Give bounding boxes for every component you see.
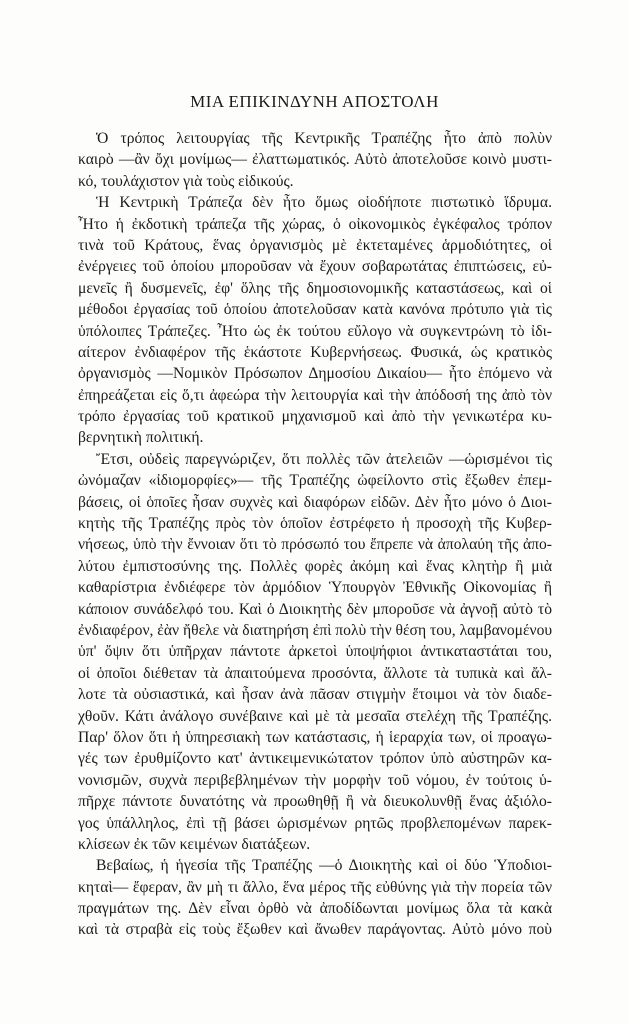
- text-line: νήσεως, ὑπὸ τὴν ἔννοιαν ὅτι τὸ πρόσωπό του ἔπρεπε νὰ ἀπολαύη τῆς ἀπο-: [78, 536, 552, 554]
- text-line: ὑπόλοιπες Τράπεζες. Ἦτο ὡς ἐκ τούτου εὔλογο νὰ συγκεντρώνη τὸ ἰδι-: [78, 322, 552, 340]
- text-line: κηταὶ— ἔφεραν, ἂν μὴ τι ἄλλο, ἕνα μέρος τῆς εὐθύνης γιὰ τὴν πορεία τῶν: [78, 878, 552, 896]
- text-line: νονισμῶν, συχνὰ περιβεβλημένων τὴν μορφὴν τοῦ νόμου, ἐν τούτοις ὑ-: [78, 771, 552, 789]
- text-line: ἐνέργειες τοῦ ὁποίου μποροῦσαν νὰ ἔχουν σοβαρωτάτας ἐπιπτώσεις, εὐ-: [78, 258, 552, 276]
- paragraph-4: [78, 855, 552, 941]
- text-line: χθοῦν. Κάτι ἀνάλογο συνέβαινε καὶ μὲ τὰ μεσαῖα στελέχη τῆς Τραπέζης.: [78, 707, 552, 725]
- text-line: αίτερον ἐνδιαφέρον τῆς ἑκάστοτε Κυβερνήσεως. Φυσικά, ὡς κρατικὸς: [78, 343, 552, 361]
- text-line: Ἦτο ἡ ἐκδοτικὴ τράπεζα τῆς χώρας, ὁ οἰκονομικὸς ἐγκέφαλος τρόπον: [78, 215, 552, 233]
- text-line: κητὴς τῆς Τραπέζης πρὸς τὸν ὁποῖον ἐστρέφετο ἡ προσοχὴ τῆς Κυβερ-: [78, 515, 552, 533]
- text-line: Ἡ Κεντρικὴ Τράπεζα δὲν ἦτο ὅμως οἱοδήποτε πιστωτικὸ ἵδρυμα.: [96, 194, 552, 212]
- body-text: [78, 128, 552, 941]
- text-line: Ὁ τρόπος λειτουργίας τῆς Κεντρικῆς Τραπέζης ἦτο ἀπὸ πολὺν: [96, 130, 552, 147]
- text-line: Παρ' ὅλον ὅτι ἡ ὑπηρεσιακὴ των κατάστασις, ἡ ἱεραρχία των, οἱ προαγω-: [78, 728, 552, 746]
- text-line: Ἔτσι, οὐδεὶς παρεγνώριζεν, ὅτι πολλὲς τῶν ἀτελειῶν —ὡρισμένοι τὶς: [96, 450, 552, 468]
- text-line: Βεβαίως, ἡ ἡγεσία τῆς Τραπέζης —ὁ Διοικητὴς καὶ οἱ δύο Ὑποδιοι-: [96, 857, 552, 875]
- text-line: ὑπ' ὄψιν ὅτι ὑπῆρχαν πάντοτε ἀρκετοὶ ὑποψήφιοι ἀντικαταστάται του,: [78, 643, 552, 661]
- text-line: γος ὑπάλληλος, ἐπὶ τῇ βάσει ὡρισμένων ρητῶς προβλεπομένων παρεκ-: [78, 814, 552, 832]
- paragraph-1: [78, 128, 552, 192]
- text-line: πραγμάτων της. Δὲν εἶναι ὀρθὸ νὰ ἀποδίδωνται μονίμως ὅλα τὰ κακὰ: [78, 900, 552, 918]
- text-line: γές των ἐρυθμίζοντο κατ' ἀντικειμενικώτατον τρόπον ὑπὸ αὐστηρῶν κα-: [78, 750, 552, 768]
- text-line: βερνητικὴ πολιτική.: [78, 429, 204, 447]
- text-line: κό, τουλάχιστον γιὰ τοὺς εἰδικούς.: [78, 172, 294, 190]
- text-line: ἐνδιαφέρον, ἐὰν ἤθελε νὰ διατηρήση ἐπὶ πολὺ τὴν θέση του, λαμβανομένου: [78, 621, 552, 639]
- text-line: οἱ ὁποῖοι διέθεταν τὰ ἀπαιτούμενα προσόντα, ἄλλοτε τὰ τυπικὰ καὶ ἄλ-: [78, 664, 552, 682]
- text-line: κλίσεων ἐκ τῶν κειμένων διατάξεων.: [78, 835, 311, 853]
- text-line: μέθοδοι ἐργασίας τοῦ ὁποίου ἀποτελοῦσαν κατὰ κανόνα πρότυπο γιὰ τὶς: [78, 301, 552, 319]
- text-line: ὀργανισμὸς —Νομικὸν Πρόσωπον Δημοσίου Δικαίου— ἦτο ἑπόμενο νὰ: [78, 365, 552, 383]
- text-line: καθαρίστρια ἐνδιέφερε τὸν ἁρμόδιον Ὑπουργὸν Ἐθνικῆς Οἰκονομίας ἢ: [78, 579, 552, 597]
- text-line: πῆρχε πάντοτε δυνατότης νὰ προωθηθῇ ἢ νὰ διευκολυνθῇ ἕνας ἀξιόλο-: [78, 793, 552, 811]
- text-line: ὠνόμαζαν «ἰδιομορφίες»— τῆς Τραπέζης ὠφείλοντο στὶς ἔξωθεν ἐπεμ-: [78, 472, 552, 490]
- text-line: μενεῖς ἢ δυσμενεῖς, ἐφ' ὅλης τῆς δημοσιονομικῆς καταστάσεως, καὶ οἱ: [78, 279, 552, 297]
- chapter-title: ΜΙΑ ΕΠΙΚΙΝΔΥΝΗ ΑΠΟΣΤΟΛΗ: [190, 92, 439, 111]
- text-line: ἐπηρεάζεται εἰς ὅ,τι ἀφεώρα τὴν λειτουργία καὶ τὴν ἀπόδοσή της ἀπὸ τὸν: [78, 386, 552, 404]
- text-line: λύτου ἐμπιστοσύνης της. Πολλὲς φορὲς ἀκόμη καὶ ἕνας κλητὴρ ἢ μιὰ: [78, 557, 552, 575]
- text-line: λοτε τὰ οὐσιαστικά, καὶ ἦσαν ἀνὰ πᾶσαν στιγμὴν ἕτοιμοι νὰ τὸν διαδε-: [78, 686, 552, 704]
- text-line: καιρὸ —ἂν ὄχι μονίμως— ἐλαττωματικός. Αὐτὸ ἀποτελοῦσε κοινὸ μυστι-: [78, 151, 552, 169]
- text-line: καὶ τὰ στραβὰ εἰς τοὺς ἔξωθεν καὶ ἄνωθεν παράγοντας. Αὐτὸ μόνο ποὺ: [78, 921, 552, 939]
- text-line: βάσεις, οἱ ὁποῖες ἦσαν συχνὲς καὶ διαφόρων εἰδῶν. Δὲν ἦτο μόνο ὁ Διοι-: [78, 493, 552, 511]
- text-line: τινὰ τοῦ Κράτους, ἕνας ὀργανισμὸς μὲ ἐκτεταμένες ἁρμοδιότητες, οἱ: [78, 236, 552, 254]
- text-line: τρόπο ἐργασίας τοῦ κρατικοῦ μηχανισμοῦ καὶ ἀπὸ τὴν γενικωτέρα κυ-: [78, 408, 552, 426]
- paragraph-3: [78, 449, 552, 855]
- text-line: κάποιον συνάδελφό του. Καὶ ὁ Διοικητὴς δὲν μποροῦσε νὰ ἀγνοῇ αὐτὸ τὸ: [78, 600, 552, 618]
- paragraph-2: [78, 192, 552, 449]
